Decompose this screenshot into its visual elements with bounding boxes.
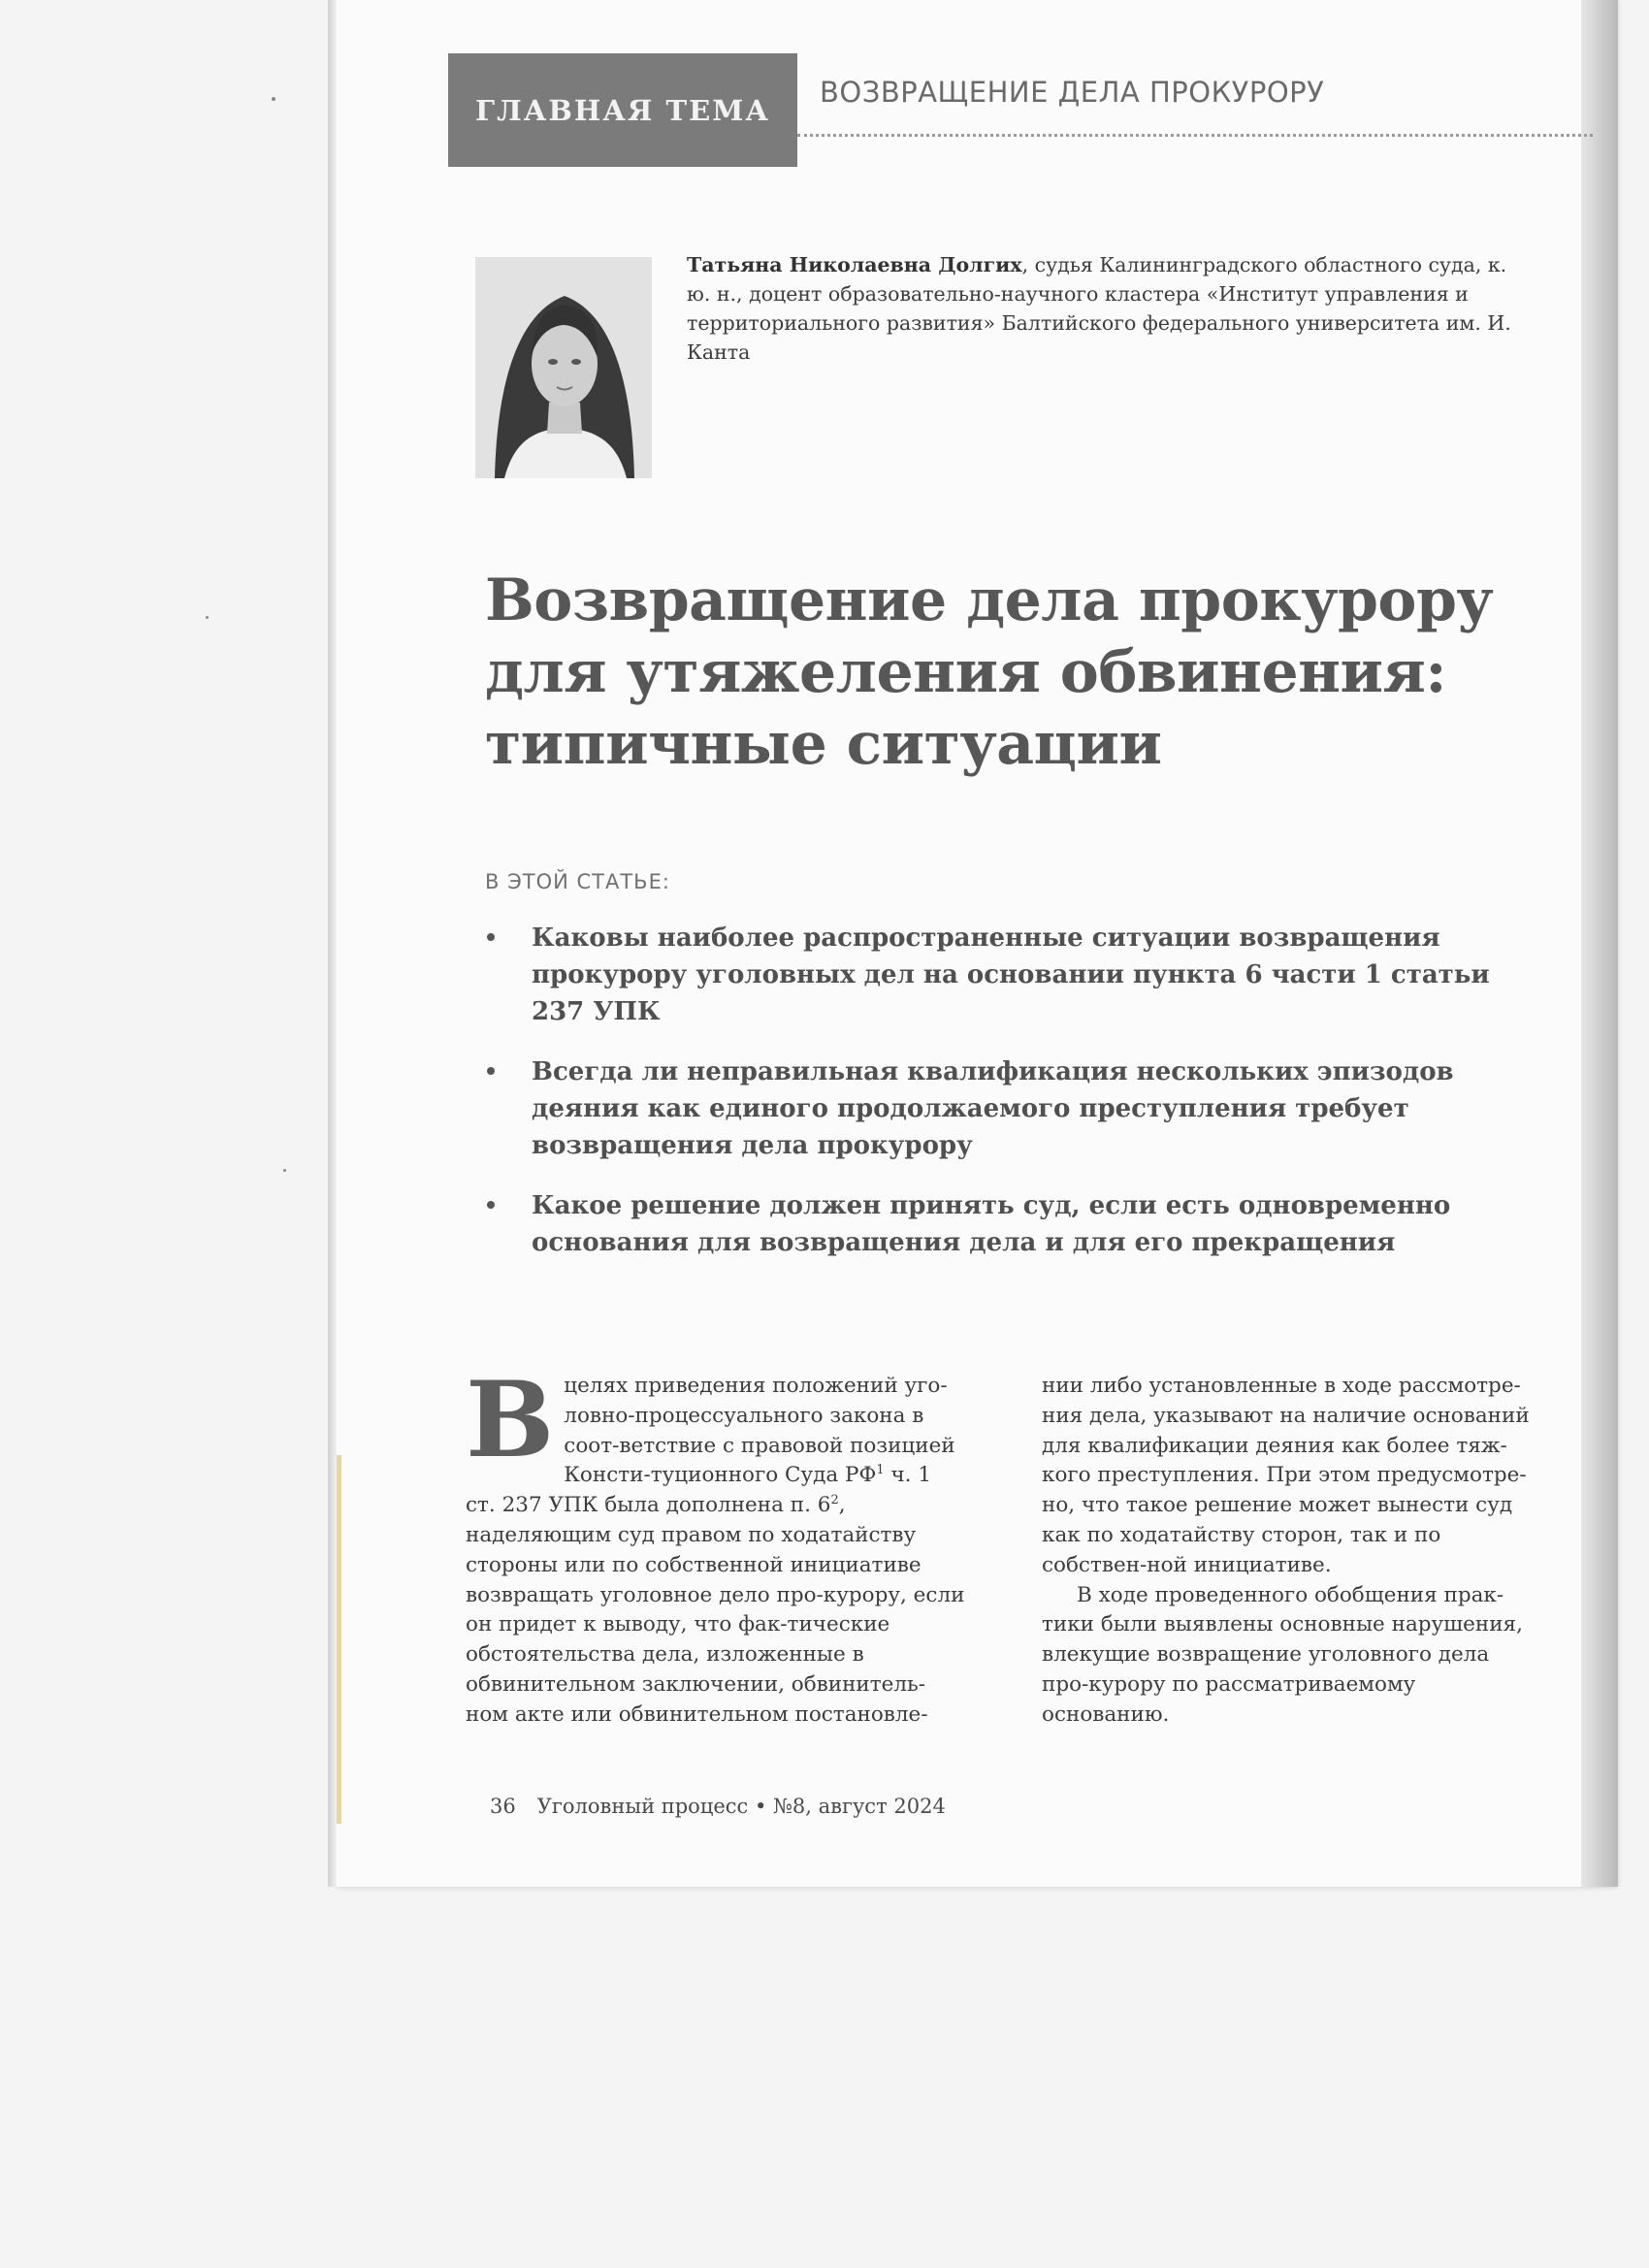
body-text: ч. 1 ст. 237 УПК была дополнена п. 6 [466,1463,932,1518]
page-number: 36 [490,1795,516,1818]
body-text: , наделяющим суд правом по ходатайству стороны или по собственной инициативе возвращать уголовное дело про-курору, если он придет к выводу, что фак-тические обстоятельства дела, изложенные в обвинительном заключении, обвинитель-ном акте или обвинительном постановле- [466,1493,965,1727]
rubric-label: ГЛАВНАЯ ТЕМА [475,93,770,127]
author-portrait-image [475,257,652,478]
bullet-dot-icon [487,933,495,941]
author-info [687,250,1521,367]
highlight-item [485,920,1533,1030]
article-highlights [485,920,1533,1284]
footnote-ref[interactable]: 1 [876,1463,885,1478]
scan-speck [272,97,275,101]
rubric-topic: ВОЗВРАЩЕНИЕ ДЕЛА ПРОКУРОРУ [820,76,1325,109]
drop-cap: В [466,1359,555,1481]
scan-speck [206,616,209,619]
body-text: целях приведения положений уго-ловно-процессуального закона в соот-ветствие с правовой позицией Консти-туционного Суда РФ [564,1374,955,1488]
highlight-item [485,1187,1533,1261]
bullet-dot-icon [487,1201,495,1209]
scan-speck [283,1169,286,1172]
body-paragraph [466,1359,965,1731]
body-paragraph: нии либо установленные в ходе рассмотре-ния дела, указывают на наличие оснований для квалификации деяния как более тяж-кого преступления. При этом предусмотре-но, что такое решение может вынести суд как по ходатайству сторон, так и по собствен-ной инициативе. [1042,1374,1530,1577]
page-edge [1581,0,1618,1887]
page-footer [490,1795,946,1818]
in-article-label: В ЭТОЙ СТАТЬЕ: [485,870,670,893]
article-title [485,565,1581,780]
title-line: типичные ситуации [485,710,1162,778]
body-paragraph: В ходе проведенного обобщения прак-тики были выявлены основные нарушения, влекущие возвращение уголовного дела про-курору по рассматриваемому основанию. [1042,1582,1523,1727]
highlight-text: Всегда ли неправильная квалификация нескольких эпизодов деяния как единого продолжаемого преступления требует возвращения дела прокурору [532,1057,1454,1160]
author-photo [475,257,652,478]
footnote-ref[interactable]: 2 [830,1493,839,1508]
binding-strip [337,1455,341,1824]
bullet-dot-icon [487,1067,495,1075]
highlight-item [485,1053,1533,1164]
page-gutter-shadow [328,0,337,1887]
author-name: Татьяна Николаевна Долгих [687,253,1022,276]
highlight-text: Какое решение должен принять суд, если есть одновременно основания для возвращения дела и для его прекращения [532,1191,1451,1257]
body-column-1 [466,1359,965,1731]
author-bio: , судья Калининградского областного суда, к. ю. н., доцент образовательно-научного кластера «Институт управления и территориального развития» Балтийского федерального университета им. И. Канта [687,253,1511,364]
journal-info: Уголовный процесс • №8, август 2024 [536,1795,946,1818]
rubric-label-box [448,53,797,167]
highlight-text: Каковы наиболее распространенные ситуации возвращения прокурору уголовных дел на основании пункта 6 части 1 статьи 237 УПК [532,923,1490,1026]
title-line: Возвращение дела прокурору [485,567,1494,634]
title-line: для утяжеления обвинения: [485,638,1447,706]
body-column-2 [1042,1372,1541,1731]
header-dotted-rule [797,134,1593,137]
